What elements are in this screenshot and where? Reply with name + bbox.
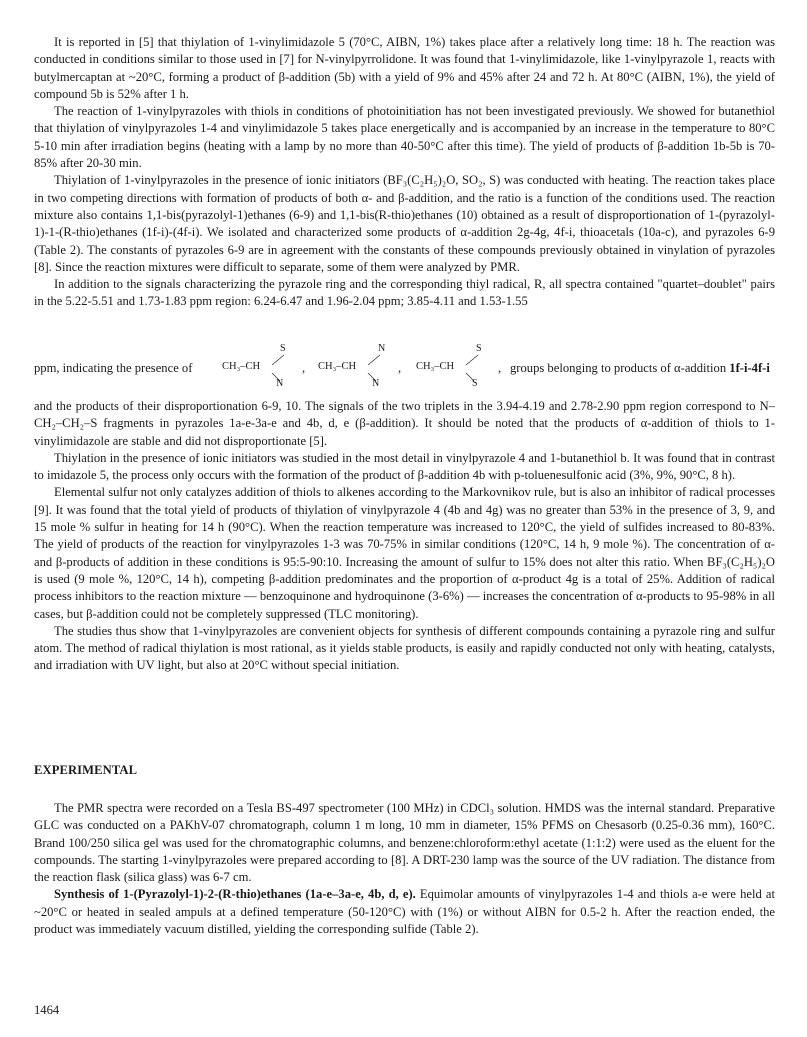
fragment-atom-top: S bbox=[476, 343, 482, 354]
formula-fragment-n-n bbox=[318, 341, 398, 395]
section-heading-experimental: EXPERIMENTAL bbox=[34, 763, 138, 777]
page-number: 1464 bbox=[34, 1003, 60, 1017]
formula-fragment-s-n bbox=[222, 341, 302, 395]
paragraph-conclusion: The studies thus show that 1-vinylpyrazoles are convenient objects for synthesis of different compounds containing a pyrazole ring and sulfur atom. The method of radical thiylation is most rational, as it yields stable products, is easily and rapidly conducted not only with heating, catalysts, and irradiation with UV light, but also at 20°C without special initiation. bbox=[34, 623, 775, 673]
fragment-group: CH₃–CH bbox=[222, 361, 261, 372]
paragraph-disproportionation: and the products of their disproportionation 6-9, 10. The signals of the two triplets in the 3.94-4.19 and 2.78-2.90 ppm region correspond to N–CH₂–CH₂–S fragments in pyrazoles 1a-e-3a-e and 4b, d, e (β-addition). It should be noted that the products of α-addition of thiols to 1-vinylimidazole are stable and did not disproportionate [5]. bbox=[34, 399, 775, 448]
formula-fragment-s-s bbox=[416, 341, 496, 395]
body-text-block-2 bbox=[34, 398, 775, 675]
paragraph-thiylation-imidazole: It is reported in [5] that thiylation of 1-vinylimidazole 5 (70°C, AIBN, 1%) takes place after a relatively long time: 18 h. The reaction was conducted in conditions similar to those used in [7] for N-vinylpyrrolidone. It was found that 1-vinylimidazole, like 1-vinylpyrazole 1, reacts with butylmercaptan at ~20°C, forming a product of β-addition (5b) with a yield of 9% and 45% after 24 and 72 h. At 80°C (AIBN, 1%), the yield of compound 5b is 52% after 1 h. bbox=[34, 35, 775, 101]
synthesis-title: Synthesis of 1-(Pyrazolyl-1)-2-(R-thio)ethanes (1a-e–3a-e, 4b, d, e). bbox=[54, 887, 416, 902]
body-text-block-1 bbox=[34, 34, 775, 311]
paragraph-pmr-signals: In addition to the signals characterizing the pyrazole ring and the corresponding thiyl radical, R, all spectra contained "quartet–doublet" pairs in the 5.22-5.51 and 1.73-1.83 ppm region: 6.24-6.47 and 1.96-2.04 ppm; 3.85-4.11 and 1.53-1.55 bbox=[34, 277, 775, 309]
paragraph-photoinitiation: The reaction of 1-vinylpyrazoles with thiols in conditions of photoinitiation has not been investigated previously. We showed for butanethiol that thiylation of vinylpyrazoles 1-4 and vinylimidazole 5 takes place energetically and is accompanied by an increase in the temperature to 80°C 5-10 min after irradiation begins (heating with a lamp by no more than 40-50°C after this time). The yield of products of β-addition 1b-5b is 70-85% after 20-30 min. bbox=[34, 104, 775, 171]
paragraph-elemental-sulfur: Elemental sulfur not only catalyzes addition of thiols to alkenes according to the Markovnikov rule, but is also an inhibitor of radical processes [9]. It was found that the total yield of products of thiylation of vinylpyrazole 4 (4b and 4g) was no greater than 53% in the presence of 3, 9, and 15 mole % sulfur in heating for 14 h (90°C). When the reaction temperature was increased to 120°C, the yield of sulfides increased to 80-83%. The yield of products of the reaction for vinylpyrazoles 1-3 was 70-75% in similar conditions (120°C, 14 h, 9 mole %). The concentration of α- and β-products of addition in these conditions is 95:5-90:10. Increasing the amount of sulfur to 15% does not alter this ratio. When BF₃(C₂H₅)₂O is used (9 mole %, 120°C, 14 h), competing β-addition predominates and the proportion of α-product 4g is a total of 25%. Addition of radical process inhibitors to the reaction mixture — benzoquinone and hydroquinone (3-6%) — increases the concentration of α-products to 95-98% in all cases, but β-addition could not be completely suppressed (TLC monitoring). bbox=[34, 485, 775, 621]
paragraph-pmr-methods: The PMR spectra were recorded on a Tesla BS-497 spectrometer (100 MHz) in CDCl₃ solution. HMDS was the internal standard. Preparative GLC was conducted on a PAKhV-07 chromatograph, column 1 m long, 10 mm in diameter, 15% PFMS on Chesasorb (0.25-0.36 mm), 160°C. Brand 100/250 silica gel was used for the chromatographic columns, and benzene:chloroform:ethyl acetate (1:1:2) were used as the eluent for the compounds. The starting 1-vinylpyrazoles were prepared according to [8]. A DRT-230 lamp was the source of the UV radiation. The distance from the reaction flask (silica glass) was 6-7 cm. bbox=[34, 801, 775, 885]
fragment-atom-top: S bbox=[280, 343, 286, 354]
fragment-atom-bottom: N bbox=[276, 378, 284, 389]
fragment-atom-bottom: S bbox=[472, 378, 478, 389]
formula-suffix-compounds: 1f-i-4f-i bbox=[729, 361, 770, 375]
formula-separator: , bbox=[302, 361, 306, 375]
formula-separator: , bbox=[498, 361, 502, 375]
paragraph-ionic-initiators: Thiylation of 1-vinylpyrazoles in the presence of ionic initiators (BF₃(C₂H₅)₂O, SO₂, S) was conducted with heating. The reaction takes place in two competing directions with formation of products of both α- and β-addition, and the ratio is a function of the conditions used. The reaction mixture also contains 1,1-bis(pyrazolyl-1)ethanes (6-9) and 1,1-bis(R-thio)ethanes (10) obtained as a result of disproportionation of 1-(pyrazolyl-1)-1-(R-thio)ethanes (1f-i)-(4f-i). We isolated and characterized some products of α-addition 2g-4g, 4f-i, thioacetals (10a-c), and pyrazoles 6-9 (Table 2). The constants of pyrazoles 6-9 are in agreement with the constants of these compounds previously obtained in vinylation of pyrazoles [8]. Since the reaction mixtures were difficult to separate, some of them were analyzed by PMR. bbox=[34, 173, 775, 274]
formula-suffix bbox=[510, 361, 770, 376]
paragraph-thiylation-detail: Thiylation in the presence of ionic initiators was studied in the most detail in vinylpyrazole 4 and 1-butanethiol b. It was found that in contrast to imidazole 5, the process only occurs with the formation of the product of β-addition 4b with p-toluenesulfonic acid (3%, 9%, 90°C, 8 h). bbox=[34, 450, 775, 483]
synthesis-body: Equimolar amounts of vinylpyrazoles 1-4 and thiols a-e were held at ~20°C or heated in sealed ampuls at a defined temperature (50-120°C) with (1%) or without AIBN for 0.5-2 h. After the reaction ended, the product was immediately vacuum distilled, yielding the corresponding sulfide (Table 2). bbox=[34, 887, 776, 937]
fragment-group: CH₃–CH bbox=[416, 361, 455, 372]
formula-suffix-text: groups belonging to products of α-addition bbox=[510, 361, 727, 375]
paragraph-synthesis bbox=[34, 886, 775, 938]
body-text-block-3 bbox=[34, 800, 775, 938]
fragment-atom-top: N bbox=[378, 343, 386, 354]
fragment-group: CH₃–CH bbox=[318, 361, 357, 372]
formula-line bbox=[34, 341, 775, 395]
formula-separator: , bbox=[398, 361, 402, 375]
fragment-atom-bottom: N bbox=[372, 378, 380, 389]
formula-prefix: ppm, indicating the presence of bbox=[34, 361, 193, 375]
